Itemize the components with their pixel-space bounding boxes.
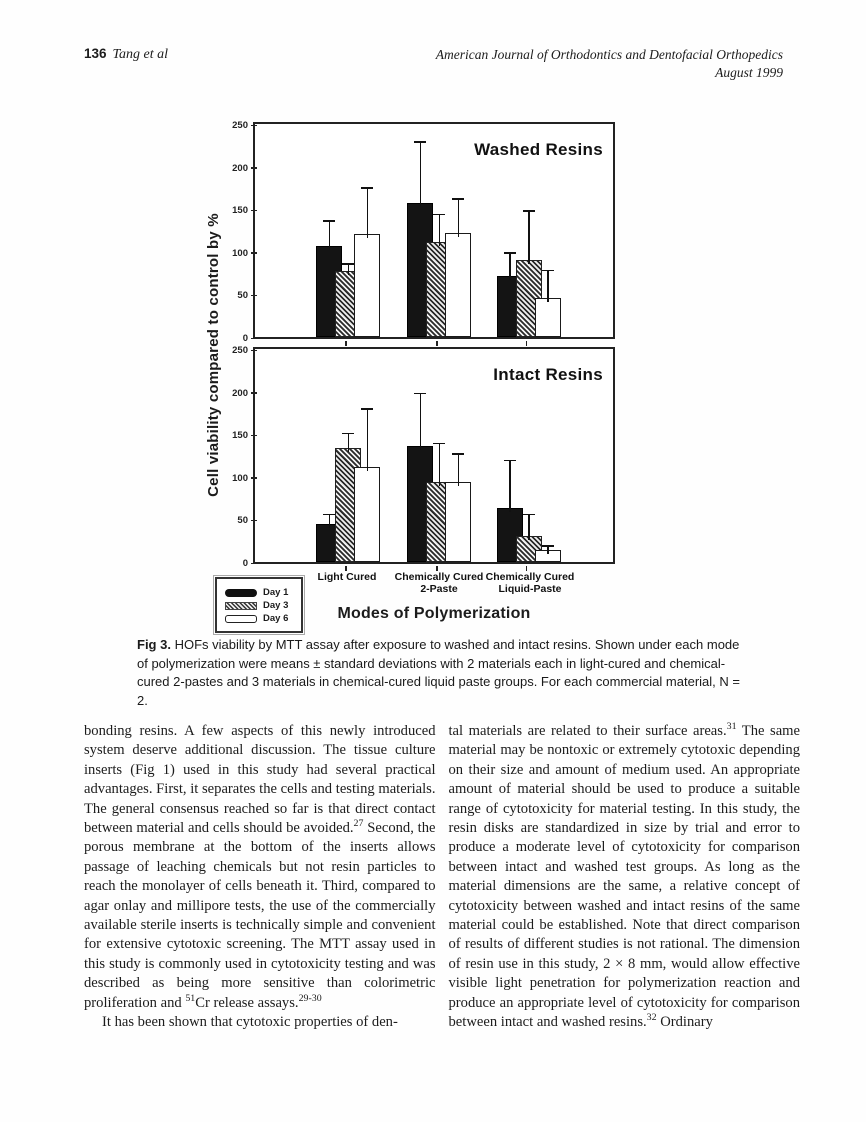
- reference-superscript: 31: [726, 721, 737, 733]
- plot-area-washed-resins: [253, 122, 615, 339]
- figure-3: [205, 115, 655, 635]
- error-bar-day-1-chemically-cured-liquid-paste: [509, 254, 511, 280]
- error-bar-day-6-chemically-cured-2-paste: [458, 455, 460, 486]
- y-tick-mark: [251, 563, 257, 565]
- error-bar-day-1-light-cured: [329, 515, 331, 528]
- error-cap-day-1-chemically-cured-liquid-paste: [504, 460, 516, 462]
- chart-legend: [215, 577, 303, 633]
- y-tick-label: 50: [237, 515, 248, 527]
- y-tick-label: 200: [232, 387, 248, 399]
- error-bar-day-1-light-cured: [329, 222, 331, 250]
- body-text: [84, 722, 800, 1033]
- x-tick-mark: [345, 341, 347, 346]
- text-run: The same material may be nontoxic or extremely cytotoxic depending on their size and amount of medium used. An appropriate amount of material should be used to produce a suitable range of cytotoxicity for material testing. In this study, the resin disks are standardized in size by trial and error to produce a moderate level of cytotoxicity for comparison between intact and washed test groups. As long as the material dimensions are the same, a relative concept of cytotoxicity between washed and intact resins of the same material could be established. Note that direct comparison of results of different studies is not rational. The dimension of resin use in this study, 2 × 8 mm, would allow effective visible light penetration for polymerization reaction and produce an appropriate level of cytotoxicity for comparison between intact and washed resins.: [448, 723, 800, 1031]
- issue-date: August 1999: [715, 65, 783, 80]
- reference-superscript: 51: [185, 992, 196, 1004]
- y-tick-label: 0: [242, 558, 248, 569]
- error-cap-day-3-light-cured: [342, 433, 354, 435]
- page-number: 136: [84, 46, 107, 61]
- y-tick-mark: [251, 167, 257, 169]
- error-bar-day-3-chemically-cured-2-paste: [439, 444, 441, 485]
- error-bar-day-6-chemically-cured-2-paste: [458, 200, 460, 237]
- error-bar-day-3-light-cured: [348, 434, 350, 452]
- chart-intact-resins: [232, 345, 615, 569]
- panel-title-washed-resins: Washed Resins: [474, 140, 603, 159]
- error-cap-day-1-light-cured: [323, 220, 335, 222]
- y-tick-mark: [251, 477, 257, 479]
- x-axis-title: Modes of Polymerization: [337, 605, 531, 622]
- x-tick-mark: [436, 341, 438, 346]
- y-tick-label: 100: [232, 247, 248, 259]
- error-cap-day-6-chemically-cured-2-paste: [452, 453, 464, 455]
- y-tick-label: 250: [232, 120, 248, 131]
- reference-superscript: 29-30: [298, 992, 322, 1004]
- y-tick-mark: [251, 392, 257, 394]
- error-cap-day-6-chemically-cured-liquid-paste: [542, 270, 554, 272]
- error-bar-day-3-chemically-cured-2-paste: [439, 215, 441, 245]
- y-tick-mark: [251, 125, 257, 127]
- running-head-left: [84, 46, 168, 82]
- paragraph: [449, 722, 801, 1033]
- paragraph: [84, 1013, 436, 1032]
- y-tick-label: 100: [232, 472, 248, 484]
- error-cap-day-1-chemically-cured-2-paste: [414, 141, 426, 143]
- error-cap-day-1-light-cured: [323, 514, 335, 516]
- text-run: It has been shown that cytotoxic properties of den-: [102, 1014, 398, 1031]
- figure-caption-label: Fig 3.: [137, 637, 171, 652]
- bar-day-6-chemically-cured-2-paste: [445, 482, 471, 562]
- error-bar-day-1-chemically-cured-liquid-paste: [509, 461, 511, 512]
- figure-caption-text: HOFs viability by MTT assay after exposure to washed and intact resins. Shown under each mode of polymerization were means ± standard deviations with 2 materials each in light-cured and chemical-cured 2-pastes and 3 materials in chemical-cured liquid paste groups. For each commercial material, N = 2.: [137, 637, 740, 708]
- body-column-left: [84, 722, 436, 1033]
- error-bar-day-1-chemically-cured-2-paste: [420, 143, 422, 207]
- text-run: Second, the porous membrane at the bottom of the inserts allows passage of leaching chemicals but not resin particles to reach the monolayer of cells beneath it. Third, compared to agar onlay and millipore tests, the use of the commercially available sterile inserts is technically simple and convenient for extensive cytotoxic screening. The MTT assay used in this study is commonly used in cytotoxicity testing and was described as being more sensitive than colorimetric proliferation and: [84, 820, 436, 1011]
- figure-caption: [137, 636, 749, 710]
- y-tick-label: 150: [232, 430, 248, 442]
- group-label-light-cured: Light Cured: [317, 571, 377, 583]
- bar-day-6-chemically-cured-2-paste: [445, 233, 471, 337]
- plot-area-intact-resins: [253, 347, 615, 564]
- panel-title-intact-resins: Intact Resins: [493, 365, 603, 384]
- error-bar-day-6-chemically-cured-liquid-paste: [547, 271, 549, 301]
- x-axis-group-labels: [253, 571, 615, 601]
- legend-swatch-hatched: [225, 602, 257, 610]
- chart-washed-resins: [232, 120, 615, 344]
- error-bar-day-3-chemically-cured-liquid-paste: [528, 515, 530, 540]
- body-column-right: [449, 722, 801, 1033]
- error-cap-day-3-chemically-cured-liquid-paste: [523, 514, 535, 516]
- y-tick-label: 50: [237, 290, 248, 302]
- x-tick-mark: [526, 341, 528, 346]
- error-cap-day-1-chemically-cured-liquid-paste: [504, 252, 516, 254]
- group-label-chemically-cured-2-paste: Chemically Cured 2-Paste: [394, 571, 484, 595]
- text-run: tal materials are related to their surface areas.: [448, 723, 727, 739]
- error-bar-day-6-chemically-cured-liquid-paste: [547, 547, 549, 554]
- error-bar-day-1-chemically-cured-2-paste: [420, 394, 422, 450]
- y-tick-label: 150: [232, 205, 248, 217]
- y-tick-mark: [251, 210, 257, 212]
- bar-day-6-light-cured: [354, 467, 380, 562]
- error-cap-day-3-chemically-cured-2-paste: [433, 214, 445, 216]
- paragraph: [84, 722, 436, 1013]
- y-axis-label: Cell viability compared to control by %: [205, 213, 222, 497]
- journal-name: American Journal of Orthodontics and Dentofacial Orthopedics: [435, 47, 783, 62]
- error-cap-day-1-chemically-cured-2-paste: [414, 393, 426, 395]
- running-authors: Tang et al: [112, 47, 169, 62]
- group-label-chemically-cured-liquid-paste: Chemically Cured Liquid-Paste: [485, 571, 575, 595]
- y-tick-mark: [251, 350, 257, 352]
- error-bar-day-3-chemically-cured-liquid-paste: [528, 212, 530, 265]
- error-cap-day-6-light-cured: [361, 408, 373, 410]
- y-tick-mark: [251, 435, 257, 437]
- bar-day-6-light-cured: [354, 234, 380, 337]
- error-cap-day-3-light-cured: [342, 263, 354, 265]
- legend-item-day6: Day 6: [225, 613, 295, 624]
- running-head-right: [436, 46, 783, 82]
- y-tick-mark: [251, 252, 257, 254]
- text-run: bonding resins. A few aspects of this newly introduced system deserve additional discussion. The tissue culture inserts (Fig 1) used in this study had several practical advantages. First, it separates the cells and testing materials. The general consensus reached so far is that direct contact between material and cells should be avoided.: [84, 723, 436, 837]
- error-cap-day-6-chemically-cured-2-paste: [452, 198, 464, 200]
- reference-superscript: 27: [353, 818, 364, 830]
- error-cap-day-3-chemically-cured-liquid-paste: [523, 210, 535, 212]
- y-tick-mark: [251, 520, 257, 522]
- y-tick-label: 0: [242, 333, 248, 344]
- error-cap-day-6-chemically-cured-liquid-paste: [542, 545, 554, 547]
- legend-swatch-open: [225, 615, 257, 623]
- error-bar-day-3-light-cured: [348, 265, 350, 276]
- text-run: Ordinary: [656, 1014, 713, 1031]
- page-header: [84, 46, 783, 82]
- legend-swatch-solid: [225, 589, 257, 597]
- legend-item-day3: Day 3: [225, 600, 295, 611]
- legend-item-day1: Day 1: [225, 587, 295, 598]
- text-run: Cr release assays.: [195, 994, 299, 1011]
- reference-superscript: 32: [646, 1012, 657, 1024]
- y-tick-label: 250: [232, 345, 248, 356]
- error-bar-day-6-light-cured: [367, 189, 369, 238]
- bar-day-6-chemically-cured-liquid-paste: [535, 298, 561, 337]
- y-tick-mark: [251, 295, 257, 297]
- y-tick-mark: [251, 338, 257, 340]
- y-tick-label: 200: [232, 162, 248, 174]
- error-cap-day-3-chemically-cured-2-paste: [433, 443, 445, 445]
- error-bar-day-6-light-cured: [367, 410, 369, 471]
- error-cap-day-6-light-cured: [361, 187, 373, 189]
